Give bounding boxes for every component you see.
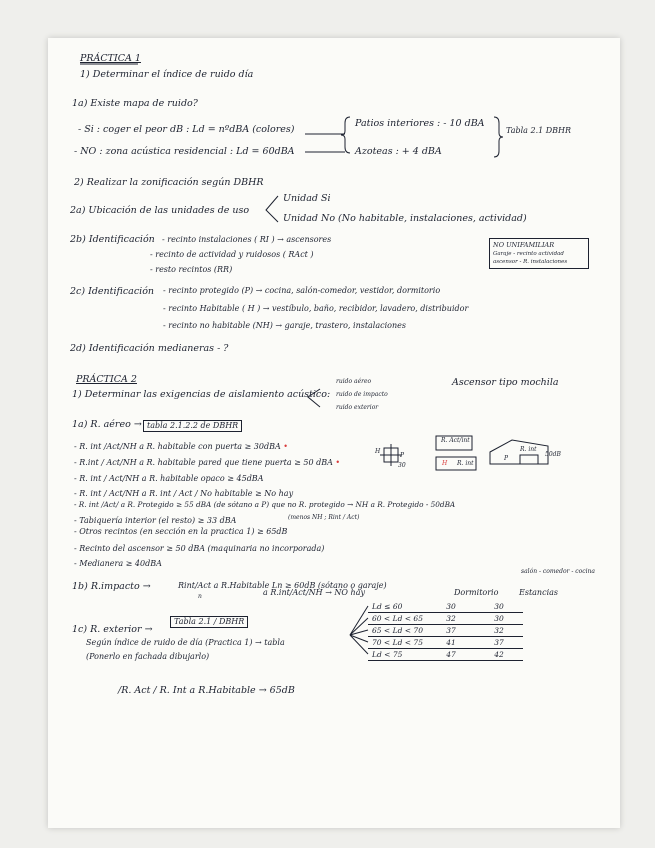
p1-note-line-2: Garaje - recinto actividad bbox=[493, 251, 564, 257]
p2-ruido-aereo: ruido aéreo bbox=[336, 378, 372, 385]
p2-step-1a: 1a) R. aéreo → bbox=[72, 419, 142, 430]
p2-1a-line-5-note: (menos NH ; Rint / Act) bbox=[288, 514, 360, 521]
p1-2c-line-3: - recinto no habitable (NH) → garaje, trastero, instalaciones bbox=[163, 321, 406, 330]
p1-step-2a: 2a) Ubicación de las unidades de uso bbox=[70, 205, 250, 216]
table-cell-estancias: 32 bbox=[475, 625, 523, 637]
p2-ruido-impacto: ruido de impacto bbox=[336, 391, 388, 398]
p1-step-1a: 1a) Existe mapa de ruido? bbox=[72, 98, 198, 109]
sketch-2-top-room bbox=[436, 436, 472, 450]
p2-step-1c: 1c) R. exterior → bbox=[72, 624, 153, 635]
p2-final-line: /R. Act / R. Int a R.Habitable → 65dB bbox=[118, 685, 295, 696]
p2-1a-line-2: - R.int / Act/NH a R. habitable pared que tiene puerta ≥ 50 dBA • bbox=[74, 458, 341, 467]
p1-2b-line-1: - recinto instalaciones ( RI ) → ascensores bbox=[162, 235, 332, 244]
sketch-3-db: 50dB bbox=[545, 451, 561, 458]
sketch-1-num: 30 bbox=[398, 462, 406, 469]
p2-1a-line-4: - R. int / Act/NH a R. int / Act / No habitable ≥ No hay bbox=[74, 489, 294, 498]
p2-1b-line-2: a R.int/Act/NH → NO hay bbox=[263, 588, 365, 597]
sketch-3-label: R. int bbox=[520, 446, 537, 453]
sketch-3-p: P bbox=[504, 455, 509, 462]
practica-1-title: PRÁCTICA 1 bbox=[80, 53, 141, 64]
p2-1a-line-5: - R. int /Act/ a R. Protegido ≥ 55 dBA (de sótano a P) que no R. protegido → NH a R. Protegido - 50dBA bbox=[74, 500, 456, 509]
table-cell-dormitorio: 37 bbox=[427, 625, 475, 637]
p2-1a-line-1: - R. int /Act/NH a R. habitable con puerta ≥ 30dBA • bbox=[74, 442, 288, 451]
p1-step-1: 1) Determinar el índice de ruido día bbox=[80, 69, 254, 80]
table-cell-estancias: 37 bbox=[475, 637, 523, 649]
table-cell-estancias: 30 bbox=[475, 613, 523, 625]
p2-step-1b: 1b) R.impacto → bbox=[72, 581, 151, 592]
p1-azoteas: Azoteas : + 4 dBA bbox=[355, 146, 442, 157]
p2-1a-line-6: - Tabiquería interior (el resto) ≥ 33 dBA bbox=[74, 516, 237, 525]
table-cell-ld: Ld ≤ 60 bbox=[368, 601, 427, 613]
p2-1b-line-1: Rint/Act a R.Habitable Ln ≥ 60dB (sótano o garaje) bbox=[178, 581, 387, 590]
sketch-1-h: H bbox=[375, 448, 381, 455]
p1-step-2b: 2b) Identificación bbox=[70, 234, 155, 245]
table-head-estancias: Estancias bbox=[519, 588, 558, 597]
table-cell-dormitorio: 30 bbox=[427, 601, 475, 613]
practica-2-title: PRÁCTICA 2 bbox=[76, 374, 137, 385]
ruido-bracket bbox=[308, 389, 320, 407]
p2-1a-line-8: - Recinto del ascensor ≥ 50 dBA (maquinaria no incorporada) bbox=[74, 544, 325, 553]
p2-1c-table-ref: Tabla 2.1 / DBHR bbox=[170, 616, 248, 628]
table-cell-ld: 70 < Ld < 75 bbox=[368, 637, 427, 649]
sketch-3-house bbox=[490, 440, 548, 464]
tabla-brace bbox=[494, 117, 503, 157]
p1-2c-line-2: - recinto Habitable ( H ) → vestíbulo, baño, recibidor, lavadero, distribuidor bbox=[163, 304, 469, 313]
table-head-estancias-top: salón - comedor - cocina bbox=[521, 568, 595, 575]
table-cell-dormitorio: 41 bbox=[427, 637, 475, 649]
table-cell-ld: 65 < Ld < 70 bbox=[368, 625, 427, 637]
p1-tabla-ref: Tabla 2.1 DBHR bbox=[506, 126, 572, 135]
p2-ruido-exterior: ruido exterior bbox=[336, 404, 379, 411]
table-cell-estancias: 30 bbox=[475, 601, 523, 613]
p1-2c-line-1: - recinto protegido (P) → cocina, salón-comedor, vestidor, dormitorio bbox=[163, 286, 441, 295]
p1-no-line: - NO : zona acústica residencial : Ld = 60dBA bbox=[74, 146, 295, 157]
p1-step-2d: 2d) Identificación medianeras - ? bbox=[70, 343, 229, 354]
sketch-2-right: R. int bbox=[457, 460, 474, 467]
p1-step-2c: 2c) Identificación bbox=[70, 286, 155, 297]
sketch-1-p: P bbox=[400, 452, 405, 459]
unidad-bracket bbox=[266, 196, 278, 222]
sketch-2-top: R. Act/int bbox=[441, 437, 470, 444]
patios-bracket bbox=[341, 117, 350, 153]
p2-1c-line-1: Según índice de ruido de día (Practica 1) → tabla bbox=[86, 638, 285, 647]
p1-note-line-3: ascensor - R. instalaciones bbox=[493, 259, 568, 265]
sketch-2-bottom-room bbox=[436, 457, 476, 470]
table-cell-dormitorio: 47 bbox=[427, 649, 475, 661]
table-cell-dormitorio: 32 bbox=[427, 613, 475, 625]
p2-1a-line-9: - Medianera ≥ 40dBA bbox=[74, 559, 162, 568]
p1-2b-line-2: - recinto de actividad y ruidosos ( RAct ) bbox=[150, 250, 314, 259]
table-cell-ld: Ld < 75 bbox=[368, 649, 427, 661]
p2-1a-table-ref: tabla 2.1.2.2 de DBHR bbox=[143, 420, 242, 432]
p1-note-title: NO UNIFAMILIAR bbox=[493, 241, 555, 249]
p1-si-line: - Si : coger el peor dB : Ld = nºdBA (colores) bbox=[78, 124, 295, 135]
table-cell-estancias: 42 bbox=[475, 649, 523, 661]
p1-unidad-si: Unidad Si bbox=[283, 193, 331, 204]
p1-2b-line-3: - resto recintos (RR) bbox=[150, 265, 233, 274]
p2-step-1: 1) Determinar las exigencias de aislamiento acústico: bbox=[72, 389, 331, 400]
p2-1c-line-2: (Ponerlo en fachada dibujarlo) bbox=[86, 652, 210, 661]
p1-step-2: 2) Realizar la zonificación según DBHR bbox=[74, 177, 264, 188]
table-head-dormitorio: Dormitorio bbox=[454, 588, 499, 597]
p2-ascensor-note: Ascensor tipo mochila bbox=[452, 377, 559, 388]
p2-1b-sub: n bbox=[198, 593, 202, 600]
sketch-2-h: H bbox=[442, 460, 448, 467]
p2-1a-line-7: - Otros recintos (en sección en la practica 1) ≥ 65dB bbox=[74, 527, 288, 536]
p1-patios: Patios interiores : - 10 dBA bbox=[355, 118, 485, 129]
p1-unidad-no: Unidad No (No habitable, instalaciones, actividad) bbox=[283, 213, 527, 224]
p2-1a-line-3: - R. int / Act/NH a R. habitable opaco ≥ 45dBA bbox=[74, 474, 264, 483]
table-cell-ld: 60 < Ld < 65 bbox=[368, 613, 427, 625]
